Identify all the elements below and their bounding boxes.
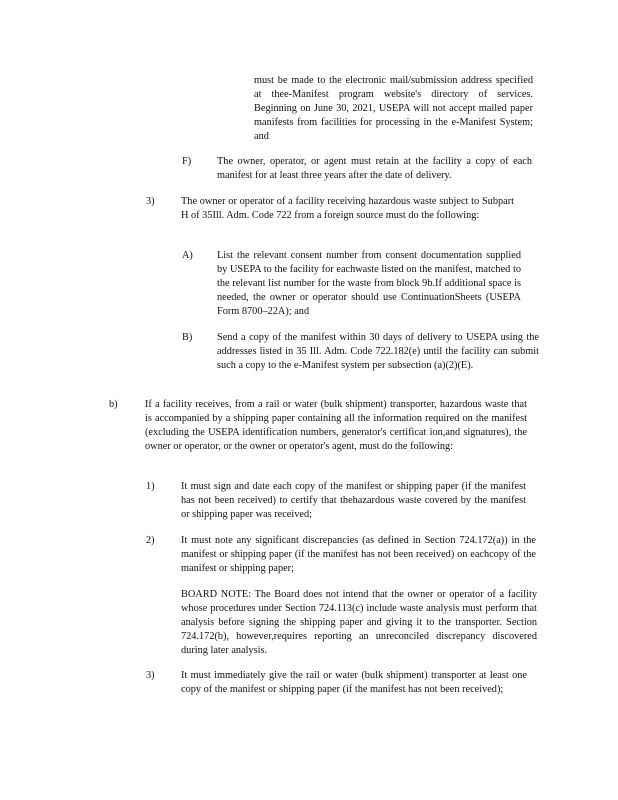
continuation-paragraph-e: must be made to the electronic mail/submission address specified at thee-Manifest program website's directory of services. Beginning on June 30, 2021, USEPA will not accept mailed paper manifests from facilities for processing in the e-Manifest System; and [254, 75, 533, 142]
item-text-b: If a facility receives, from a rail or water (bulk shipment) transporter, hazardous waste that is accompanied by a shipping paper containing all the information required on the manifest (excluding the USEPA identification numbers, generator's certificat ion,and signatures), the owner or operator, or the owner or operator's agent, must do the following: [145, 399, 527, 452]
item-label-3b: B) [182, 332, 193, 343]
board-note: BOARD NOTE: The Board does not intend that the owner or operator of a facility whose procedures under Section 724.113(c) include waste analysis must perform that analysis before signing the shipping paper and giving it to the transporter. Section 724.172(b), however,requires reporting an unreconciled discrepancy discovered during later analysis. [181, 589, 537, 656]
item-text-3a: List the relevant consent number from consent documentation supplied by USEPA to the facility for eachwaste listed on the manifest, matched to the relevant list number for the waste from block 9b.If additional space is needed, the owner or operator should use ContinuationSheets (USEPA Form 8700–22A); and [217, 250, 521, 317]
item-text-b2: It must note any significant discrepancies (as defined in Section 724.172(a)) in the manifest or shipping paper (if the manifest has not been received) on eachcopy of the manifest or shipping paper; [181, 535, 536, 574]
item-text-f: The owner, operator, or agent must retain at the facility a copy of each manifest for at least three years after the date of delivery. [217, 156, 532, 181]
item-text-3b: Send a copy of the manifest within 30 days of delivery to USEPA using the addresses listed in 35 Ill. Adm. Code 722.182(e) until the facility can submit such a copy to the e-Manifest system per subsection (a)(2)(E). [217, 332, 539, 371]
item-label-b2: 2) [146, 535, 155, 546]
item-label-b3: 3) [146, 670, 155, 681]
item-text-b1: It must sign and date each copy of the manifest or shipping paper (if the manifest has not been received) to certify that thehazardous waste covered by the manifest or shipping paper was received; [181, 481, 526, 520]
item-label-f: F) [182, 156, 192, 167]
item-label-3a: A) [182, 250, 193, 261]
item-label-b1: 1) [146, 481, 155, 492]
item-label-b: b) [109, 399, 118, 410]
item-label-3: 3) [146, 196, 155, 207]
item-text-b3: It must immediately give the rail or water (bulk shipment) transporter at least one copy of the manifest or shipping paper (if the manifest has not been received); [181, 670, 527, 695]
item-text-3: The owner or operator of a facility receiving hazardous waste subject to Subpart H of 35Ill. Adm. Code 722 from a foreign source must do the following: [181, 196, 514, 221]
